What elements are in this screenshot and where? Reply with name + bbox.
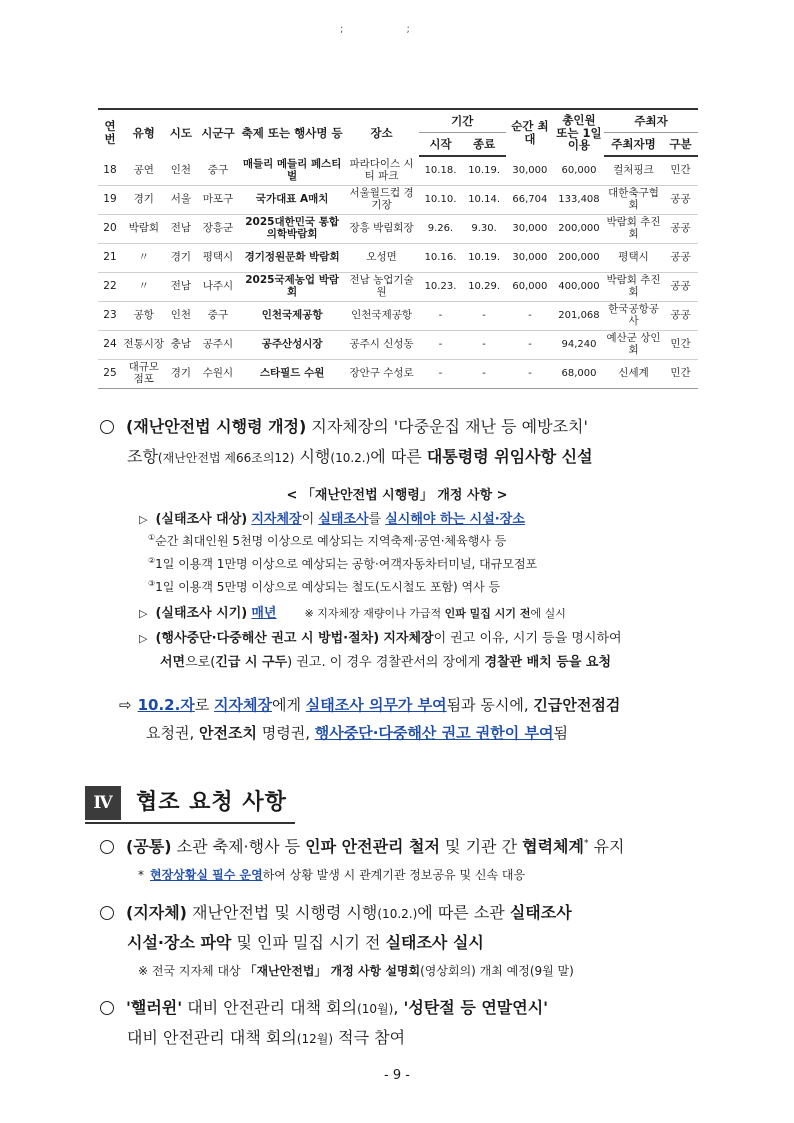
emph: 매년 [251, 606, 277, 621]
para-law-amendment-cont [127, 444, 593, 467]
bullet-label: (실태조사 대상) [155, 512, 248, 527]
request-common [100, 834, 624, 857]
table-row [98, 360, 698, 389]
text: 대비 안전관리 대책 회의 [127, 1028, 297, 1047]
cell-venue: 장안구 수성로 [344, 360, 418, 389]
cell-total: 200,000 [554, 244, 604, 273]
cell-type: 대규모 점포 [122, 360, 166, 389]
cell-venue: 오성면 [344, 244, 418, 273]
text: 및 인파 밀집 시기 전 [231, 933, 386, 952]
para-label: (지자체) [126, 903, 187, 922]
circle-bullet-icon [100, 1001, 114, 1015]
th-period: 기간 [419, 109, 506, 133]
cell-end: 10.19. [462, 244, 506, 273]
th-type: 유형 [122, 109, 166, 156]
cell-event: 국가대표 A매치 [240, 186, 345, 215]
cell-event: 경기정원문화 박람회 [240, 244, 345, 273]
th-city: 시군구 [196, 109, 240, 156]
footnote-mark: * [583, 838, 589, 849]
cell-end: 10.29. [462, 273, 506, 302]
cell-no: 25 [98, 360, 122, 389]
text: 명령권, [256, 724, 315, 742]
section-number: Ⅳ [85, 786, 121, 820]
th-peak: 순간 최대 [506, 109, 554, 156]
date: (10.2.) [377, 907, 418, 921]
emph: 긴급 시 구두 [215, 655, 288, 670]
table-row [98, 273, 698, 302]
triangle-bullet-icon: ▷ [139, 513, 148, 526]
emph: 실태조사 [509, 903, 572, 922]
cell-type: 〃 [122, 273, 166, 302]
th-organizer-name: 주최자명 [604, 133, 663, 157]
cell-start: 10.10. [419, 186, 463, 215]
scan-marks: ; ; [340, 24, 440, 35]
emph: 안전조치 [199, 724, 257, 742]
emph: 긴급안전점검 [533, 696, 621, 714]
cell-organizer: 한국공항공사 [604, 302, 663, 331]
para-ref: (재난안전법 제66조의12) [157, 451, 295, 465]
th-organizer: 주최자 [604, 109, 698, 133]
text: , [393, 998, 404, 1017]
circle-bullet-icon [100, 906, 114, 920]
cell-venue: 파라다이스 시티 파크 [344, 156, 418, 186]
cell-no: 21 [98, 244, 122, 273]
cell-venue: 장흥 박림회장 [344, 215, 418, 244]
cell-city: 장흥군 [196, 215, 240, 244]
cell-category: 민간 [663, 331, 698, 360]
cell-organizer: 박람회 추진회 [604, 273, 663, 302]
text: 대비 안전관리 대책 회의 [182, 998, 358, 1017]
item-text: 순간 최대인원 5천명 이상으로 예상되는 지역축제·공연·체육행사 등 [155, 534, 507, 548]
th-event: 축제 또는 행사명 등 [240, 109, 345, 156]
text: 로 [194, 696, 215, 714]
cell-category: 공공 [663, 215, 698, 244]
section-divider [85, 822, 295, 824]
cell-peak: 30,000 [506, 215, 554, 244]
cell-end: 10.19. [462, 156, 506, 186]
cell-event: 2025국제농업 박람회 [240, 273, 345, 302]
cell-no: 23 [98, 302, 122, 331]
cell-no: 19 [98, 186, 122, 215]
emph: 실태조사 의무가 부여 [305, 696, 447, 714]
request-local-gov-note [138, 962, 574, 979]
cell-end: 10.14. [462, 186, 506, 215]
item-text: 1일 이용객 5만명 이상으로 예상되는 철도(도시철도 포함) 역사 등 [155, 580, 501, 594]
note-emph: 인파 밀집 시기 전 [444, 607, 531, 620]
cell-province: 인천 [166, 302, 197, 331]
table-row [98, 215, 698, 244]
th-start: 시작 [419, 133, 463, 157]
request-common-note [138, 866, 525, 883]
text: 하여 상황 발생 시 관계기관 정보공유 및 신속 대응 [262, 868, 526, 882]
note: 에 실시 [530, 607, 566, 620]
th-no: 연번 [98, 109, 122, 156]
cell-start: 9.26. [419, 215, 463, 244]
cell-event: 공주산성시장 [240, 331, 345, 360]
bullet-survey-timing [139, 602, 566, 621]
bullet-label: (실태조사 시기) [155, 606, 248, 621]
event-table [98, 108, 698, 389]
cell-province: 충남 [166, 331, 197, 360]
cell-type: 전통시장 [122, 331, 166, 360]
table-row [98, 302, 698, 331]
item-text: 1일 이용객 1만명 이상으로 예상되는 공항·여객자동차터미널, 대규모점포 [155, 557, 538, 571]
cell-total: 60,000 [554, 156, 604, 186]
arrow-icon: ⇨ [119, 696, 132, 714]
bullet-recommendation-cont [160, 651, 611, 670]
cell-start: - [419, 302, 463, 331]
cell-province: 인천 [166, 156, 197, 186]
request-meetings [100, 995, 548, 1018]
emph: 지자체장 [251, 512, 302, 527]
text: 적극 참여 [333, 1028, 406, 1047]
emph: 실시해야 하는 시설·장소 [385, 512, 525, 527]
item-mark: ① [148, 533, 156, 542]
cell-peak: - [506, 331, 554, 360]
emph: 10.2.자 [137, 696, 195, 714]
cell-end: 9.30. [462, 215, 506, 244]
arrow-summary [119, 694, 620, 715]
cell-end: - [462, 331, 506, 360]
footnote-mark: * [138, 868, 144, 882]
para-law-amendment [100, 414, 588, 437]
cell-start: 10.18. [419, 156, 463, 186]
item-mark: ② [148, 556, 156, 565]
cell-type: 경기 [122, 186, 166, 215]
table-row [98, 331, 698, 360]
para-text: 조항 [127, 447, 158, 466]
cell-venue: 인천국제공항 [344, 302, 418, 331]
emph: 지자체장 [214, 696, 273, 714]
cell-organizer: 예산군 상인회 [604, 331, 663, 360]
cell-peak: - [506, 360, 554, 389]
cell-province: 서울 [166, 186, 197, 215]
text: 됨과 동시에, [446, 696, 534, 714]
th-total: 총인원 또는 1일 이용 [554, 109, 604, 156]
cell-venue: 전남 농업기술원 [344, 273, 418, 302]
th-end: 종료 [462, 133, 506, 157]
cell-start: 10.16. [419, 244, 463, 273]
th-venue: 장소 [344, 109, 418, 156]
emph: 지자체장 [383, 631, 434, 646]
cell-category: 민간 [663, 360, 698, 389]
text: ※ 전국 지자체 대상 [138, 964, 245, 978]
cell-city: 공주시 [196, 331, 240, 360]
cell-peak: - [506, 302, 554, 331]
cell-city: 중구 [196, 156, 240, 186]
request-meetings-cont [127, 1025, 405, 1048]
text: 및 기관 간 [439, 837, 523, 856]
cell-no: 18 [98, 156, 122, 186]
text: 됨 [553, 724, 568, 742]
cell-city: 나주시 [196, 273, 240, 302]
emph: 경찰관 배치 등을 요청 [484, 655, 612, 670]
cell-city: 마포구 [196, 186, 240, 215]
emph: 시설·장소 파악 [127, 933, 232, 952]
cell-organizer: 컬처핑크 [604, 156, 663, 186]
text: (영상회의) 개최 예정(9월 말) [420, 964, 574, 978]
th-province: 시도 [166, 109, 197, 156]
cell-city: 중구 [196, 302, 240, 331]
emph: 「재난안전법」 개정 사항 설명회 [244, 964, 421, 978]
cell-province: 전남 [166, 273, 197, 302]
cell-type: 공항 [122, 302, 166, 331]
cell-total: 400,000 [554, 273, 604, 302]
text: 요청권, [146, 724, 200, 742]
emph: '성탄절 등 연말연시' [403, 998, 549, 1017]
note: ※ 지자체장 재량이나 가급적 [304, 607, 445, 620]
request-local-gov-cont [127, 930, 484, 953]
cell-start: - [419, 331, 463, 360]
table-row [98, 244, 698, 273]
request-local-gov [100, 900, 572, 923]
survey-item-1 [148, 532, 506, 549]
cell-venue: 공주시 신성동 [344, 331, 418, 360]
bullet-label: (행사중단·다중해산 권고 시 방법·절차) [155, 631, 380, 646]
table-row [98, 156, 698, 186]
text: 재난안전법 및 시행령 시행 [187, 903, 378, 922]
emph: 현장상황실 필수 운영 [150, 868, 263, 882]
para-text: 지자체장의 '다중운집 재난 등 예방조치' [306, 417, 588, 436]
cell-type: 〃 [122, 244, 166, 273]
text: 에 따른 소관 [417, 903, 510, 922]
page-number: - 9 - [384, 1068, 410, 1083]
cell-total: 68,000 [554, 360, 604, 389]
cell-event: 스타필드 수원 [240, 360, 345, 389]
text: 이 [301, 512, 319, 527]
cell-province: 경기 [166, 360, 197, 389]
th-category: 구분 [663, 133, 698, 157]
table-row [98, 186, 698, 215]
bullet-survey-target [139, 508, 525, 527]
survey-item-3 [148, 578, 500, 595]
para-label: (공통) [126, 837, 172, 856]
cell-organizer: 박람회 추진회 [604, 215, 663, 244]
cell-category: 공공 [663, 273, 698, 302]
cell-venue: 서울월드컵 경기장 [344, 186, 418, 215]
circle-bullet-icon [100, 840, 114, 854]
cell-category: 공공 [663, 244, 698, 273]
text: 를 [368, 512, 386, 527]
cell-total: 201,068 [554, 302, 604, 331]
cell-peak: 66,704 [506, 186, 554, 215]
survey-item-2 [148, 555, 537, 572]
para-label: (재난안전법 시행령 개정) [126, 417, 307, 436]
cell-event: 2025대한민국 통합의학박람회 [240, 215, 345, 244]
cell-organizer: 신세계 [604, 360, 663, 389]
cell-category: 공공 [663, 186, 698, 215]
emph: 협력체계 [522, 837, 584, 856]
cell-organizer: 대한축구협회 [604, 186, 663, 215]
cell-category: 공공 [663, 302, 698, 331]
cell-peak: 30,000 [506, 244, 554, 273]
emph: 실태조사 [318, 512, 369, 527]
triangle-bullet-icon: ▷ [139, 632, 148, 645]
cell-start: 10.23. [419, 273, 463, 302]
cell-peak: 60,000 [506, 273, 554, 302]
cell-event: 인천국제공항 [240, 302, 345, 331]
emph: 실태조사 실시 [385, 933, 484, 952]
text: 이 권고 이유, 시기 등을 명시하여 [433, 631, 622, 646]
para-emph: 대통령령 위임사항 신설 [426, 447, 593, 466]
cell-no: 24 [98, 331, 122, 360]
cell-total: 200,000 [554, 215, 604, 244]
cell-total: 94,240 [554, 331, 604, 360]
para-date: (10.2.) [330, 451, 371, 465]
text: 으로( [185, 655, 216, 670]
date: (10월) [357, 1002, 394, 1016]
box-title: < 「재난안전법 시행령」 개정 사항 > [286, 488, 508, 503]
para-text: 시행 [294, 447, 331, 466]
date: (12월) [296, 1032, 334, 1046]
cell-no: 22 [98, 273, 122, 302]
emph: '핼러윈' [126, 998, 183, 1017]
cell-type: 공연 [122, 156, 166, 186]
bullet-recommendation [139, 627, 622, 646]
cell-end: - [462, 360, 506, 389]
triangle-bullet-icon: ▷ [139, 607, 148, 620]
cell-start: - [419, 360, 463, 389]
text: 에게 [272, 696, 306, 714]
arrow-summary-cont [146, 722, 568, 743]
text: 소관 축제·행사 등 [171, 837, 306, 856]
cell-category: 민간 [663, 156, 698, 186]
text: ) 권고. 이 경우 경찰관서의 장에게 [287, 655, 485, 670]
cell-province: 경기 [166, 244, 197, 273]
cell-event: 매들리 메들리 페스티벌 [240, 156, 345, 186]
cell-province: 전남 [166, 215, 197, 244]
item-mark: ③ [148, 579, 156, 588]
section-title: 협조 요청 사항 [136, 790, 287, 815]
cell-end: - [462, 302, 506, 331]
emph: 인파 안전관리 철저 [305, 837, 440, 856]
text: 유지 [588, 837, 625, 856]
emph: 행사중단·다중해산 권고 권한이 부여 [314, 724, 554, 742]
cell-total: 133,408 [554, 186, 604, 215]
emph: 서면 [160, 655, 186, 670]
cell-peak: 30,000 [506, 156, 554, 186]
cell-city: 평택시 [196, 244, 240, 273]
cell-city: 수원시 [196, 360, 240, 389]
para-text: 에 따른 [370, 447, 427, 466]
cell-type: 박람회 [122, 215, 166, 244]
circle-bullet-icon [100, 420, 114, 434]
cell-no: 20 [98, 215, 122, 244]
cell-organizer: 평택시 [604, 244, 663, 273]
